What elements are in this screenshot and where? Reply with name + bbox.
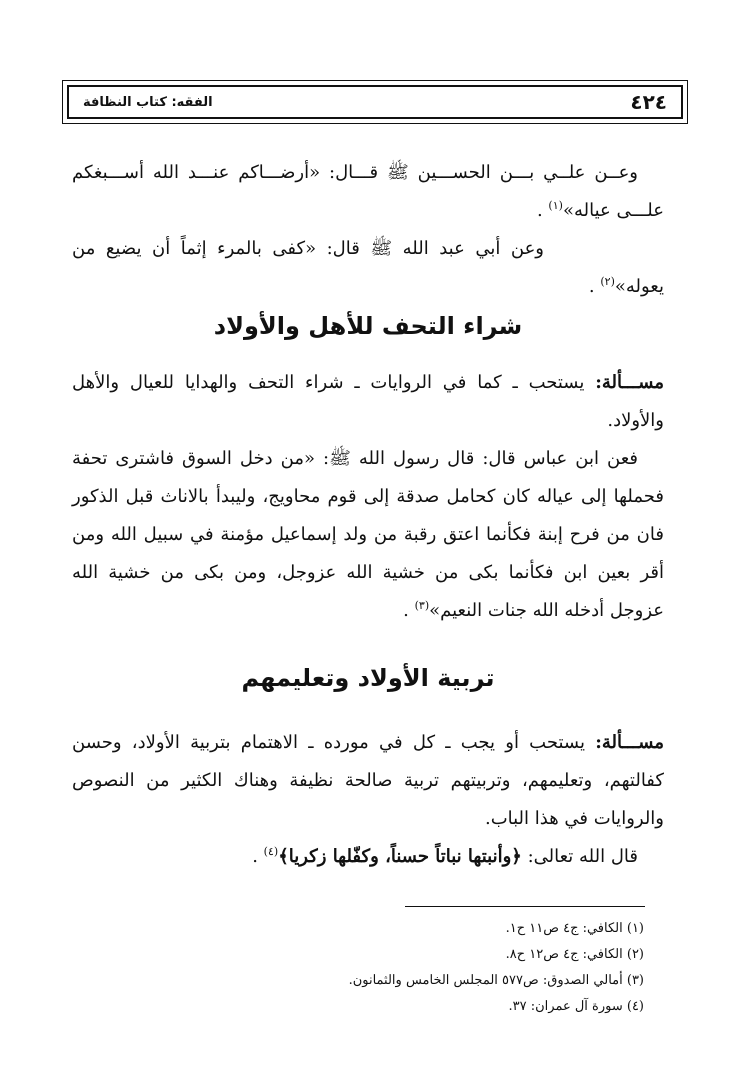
section-heading-upbringing: تربية الأولاد وتعليمهم: [241, 664, 495, 692]
masala-paragraph: [72, 724, 664, 838]
footnote-divider: [405, 906, 645, 907]
verse-intro: قال الله تعالى:: [527, 846, 638, 867]
paragraph-text: وعن أبي عبد الله ﷺ قال: «كفى بالمرء إثماً أن يضيع من يعوله»: [72, 238, 664, 297]
running-title: الفقه: كتاب النظافة: [83, 94, 213, 110]
footnotes: [72, 916, 644, 1020]
paragraph-end: .: [536, 200, 543, 221]
intro-block: [72, 154, 664, 306]
paragraph-text: يستحب ـ كما في الروايات ـ شراء التحف والهدايا للعيال والأهل والأولاد.: [72, 372, 664, 431]
page-header: [62, 80, 688, 124]
paragraph-ali-ibn-husayn: [72, 154, 664, 230]
page-number: ٤٢٤: [630, 90, 667, 114]
paragraph-text: فعن ابن عباس قال: قال رسول الله ﷺ: «من دخل السوق فاشترى تحفة فحملها إلى عياله كان كحامل صدقة إلى قوم محاويج، وليبدأ بالاناث قبل الذكور فان من فرح إبنة فكأنما اعتق رقبة من ولد إسماعيل مؤمنة في سبيل الله ومن أقر بعين ابن فكأنما بكى من خشية الله عزوجل، ومن بكى من خشية الله عزوجل أدخله الله جنات النعيم»: [72, 448, 664, 621]
section-heading-gifts: شراء التحف للأهل والأولاد: [213, 312, 523, 340]
masala-label: مســـألة:: [595, 732, 664, 753]
paragraph-quran-verse: [72, 838, 664, 876]
paragraph-text: وعــن علــي بـــن الحســـين ﷺ قـــال: «أرضـــاكم عنـــد الله أســـبغكم علـــى عياله»: [72, 162, 664, 221]
page-header-inner: [67, 85, 683, 119]
paragraph-end: .: [252, 846, 258, 867]
paragraph-end: .: [588, 276, 595, 297]
footnote-ref-4: (٤): [263, 845, 279, 858]
paragraph-abi-abdillah: [72, 230, 664, 306]
section-gifts-body: [72, 364, 664, 630]
paragraph-ibn-abbas: [72, 440, 664, 630]
masala-label: مســـألة:: [595, 372, 664, 393]
section-upbringing-body: [72, 724, 664, 876]
footnote-ref-2: (٢): [600, 275, 615, 288]
paragraph-end: .: [403, 600, 409, 621]
footnote-1: (١) الكافي: ج٤ ص١١ ح١.: [505, 921, 644, 936]
footnote-ref-3: (٣): [414, 599, 430, 612]
quran-verse: ﴿وأنبتها نباتاً حسناً، وكفّلها زكريا﴾: [278, 846, 522, 867]
footnote-2: (٢) الكافي: ج٤ ص١٢ ح٨.: [505, 947, 644, 962]
footnote-3: (٣) أمالي الصدوق: ص٥٧٧ المجلس الخامس والثمانون.: [348, 973, 644, 988]
paragraph-text: يستحب أو يجب ـ كل في مورده ـ الاهتمام بتربية الأولاد، وحسن كفالتهم، وتعليمهم، وتربيتهم تربية صالحة نظيفة وهناك الكثير من النصوص والروايات في هذا الباب.: [72, 732, 664, 829]
footnote-4: (٤) سورة آل عمران: ٣٧.: [508, 999, 644, 1014]
footnote-ref-1: (١): [548, 199, 563, 212]
masala-paragraph: [72, 364, 664, 440]
